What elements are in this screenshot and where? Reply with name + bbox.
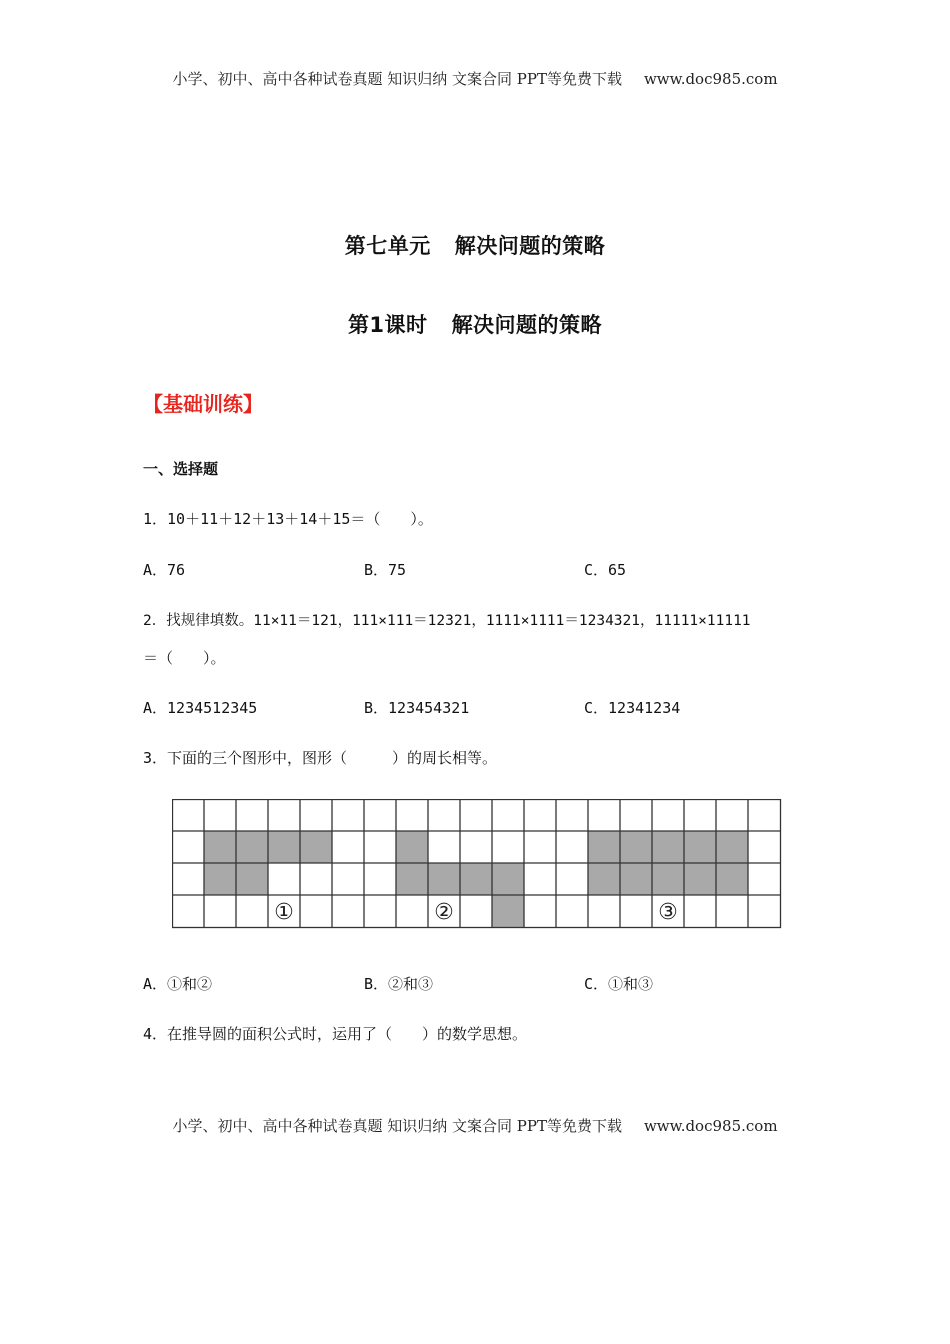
question-2-option-c[interactable]: C．12341234	[584, 699, 681, 717]
figure-label-2: ②	[434, 900, 454, 925]
figure-label-3: ③	[658, 900, 678, 925]
question-3-option-c[interactable]: C．①和③	[584, 975, 654, 993]
unit-title	[0, 230, 950, 260]
question-1-option-a[interactable]: A．76	[143, 561, 186, 579]
header-text: 小学、初中、高中各种试卷真题 知识归纳 文案合同 PPT等免费下载	[172, 70, 622, 88]
footer-text: 小学、初中、高中各种试卷真题 知识归纳 文案合同 PPT等免费下载	[172, 1117, 622, 1135]
header-url[interactable]: www.doc985.com	[643, 70, 778, 88]
question-1-text: 1．10＋11＋12＋13＋14＋15＝（ ）。	[143, 510, 433, 528]
question-2-text: 2．找规律填数。11×11＝121，111×111＝12321，1111×1111＝1234321，11111×11111	[143, 613, 751, 629]
section-tag: 【基础训练】	[143, 392, 263, 416]
figure-label-1: ①	[274, 900, 294, 925]
subheading: 一、选择题	[143, 460, 219, 478]
lesson-title	[0, 309, 950, 339]
question-4-text: 4．在推导圆的面积公式时，运用了（ ）的数学思想。	[143, 1025, 528, 1043]
page-header	[0, 68, 950, 89]
question-3-option-a[interactable]: A．①和②	[143, 975, 213, 993]
grid-figure	[172, 799, 786, 929]
question-3-option-b[interactable]: B．②和③	[364, 975, 434, 993]
lesson-title-right: 解决问题的策略	[451, 313, 603, 337]
question-2-option-b[interactable]: B．123454321	[364, 699, 470, 717]
question-2-option-a[interactable]: A．1234512345	[143, 699, 258, 717]
footer-url[interactable]: www.doc985.com	[643, 1117, 778, 1135]
question-2-text-continued: ＝（ ）。	[143, 649, 226, 667]
question-3-text: 3．下面的三个图形中，图形（ ）的周长相等。	[143, 749, 498, 767]
page-footer	[0, 1115, 950, 1136]
question-1-option-b[interactable]: B．75	[364, 561, 407, 579]
unit-title-left: 第七单元	[344, 234, 431, 258]
grid-lines	[172, 799, 781, 928]
unit-title-right: 解决问题的策略	[454, 234, 606, 258]
lesson-title-left: 第1课时	[347, 313, 428, 337]
question-1-option-c[interactable]: C．65	[584, 561, 627, 579]
